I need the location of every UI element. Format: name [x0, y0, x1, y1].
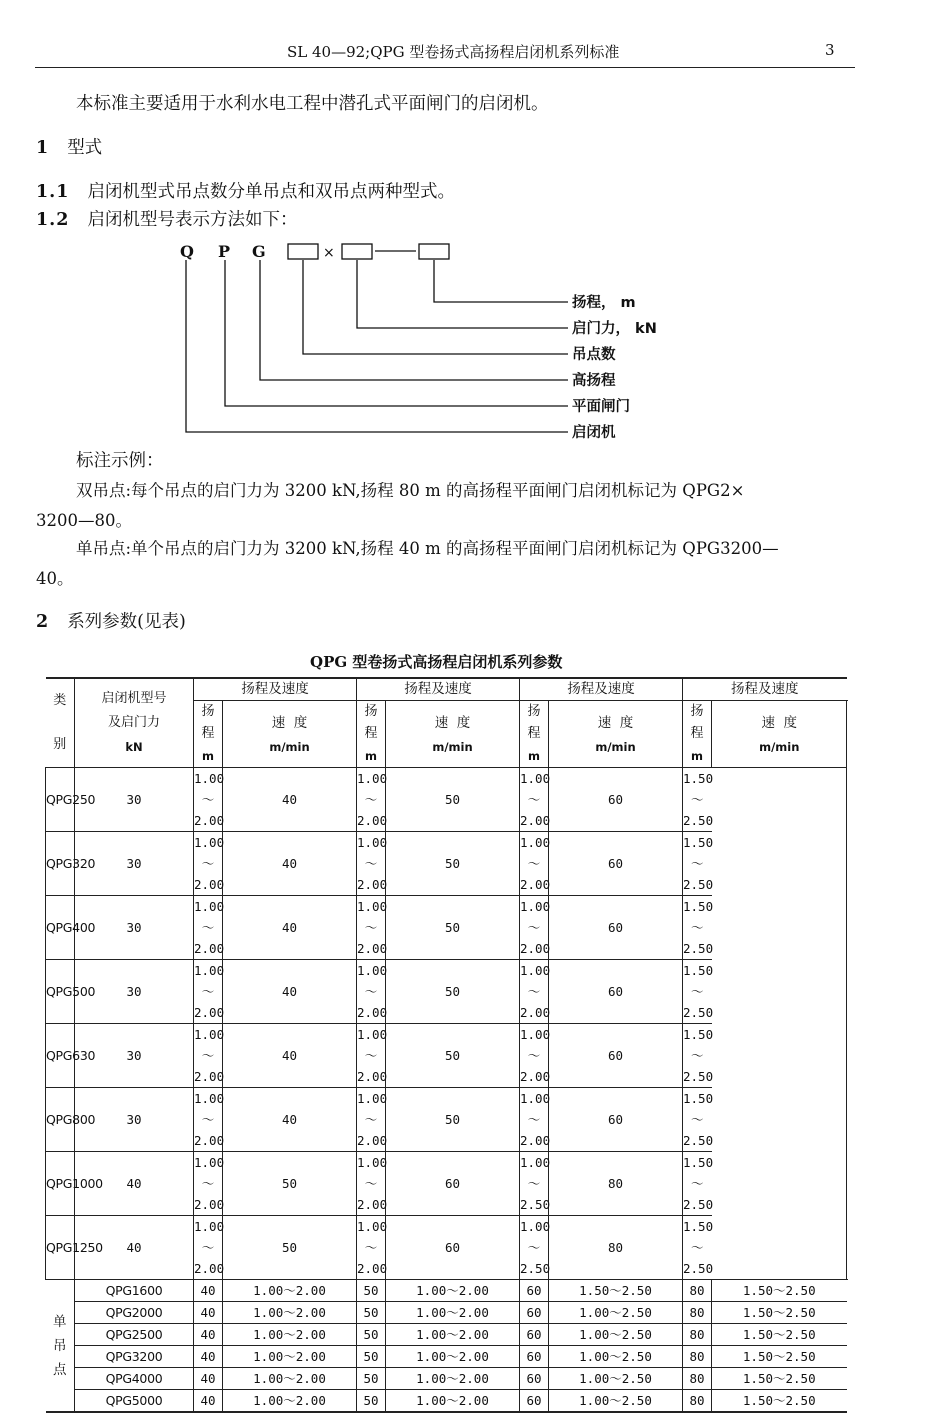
- label-lift-height: 扬程， m: [572, 295, 636, 311]
- example-heading: 标注示例：: [76, 451, 164, 471]
- table-row: [46, 832, 847, 896]
- label-hoist-points: 吊点数: [572, 347, 616, 363]
- group-header: 扬程及速度: [683, 678, 847, 701]
- speed-cell: 1.00～2.00: [194, 1088, 223, 1152]
- lift-cell: 50: [223, 1216, 357, 1280]
- lift-label-char: 程: [201, 726, 215, 741]
- lift-cell: 50: [386, 896, 520, 960]
- lift-cell: 30: [75, 1088, 194, 1152]
- example-double-line-1: 双吊点:每个吊点的启门力为 3200 kN,扬程 80 m 的高扬程平面闸门启闭机标记为 QPG2×: [76, 481, 745, 500]
- lift-cell: 30: [75, 960, 194, 1024]
- letter-g: G: [252, 242, 266, 261]
- section-number: 1: [36, 138, 50, 158]
- table-row: [46, 1152, 847, 1216]
- lift-cell: 80: [549, 1152, 683, 1216]
- model-cell: QPG4000: [75, 1368, 194, 1390]
- speed-cell: 1.50～2.50: [712, 1302, 847, 1324]
- lift-cell: 60: [386, 1216, 520, 1280]
- speed-cell: 1.00～2.00: [520, 768, 549, 832]
- model-cell: QPG1250: [46, 1216, 75, 1280]
- leader-lifting-force: [357, 260, 568, 328]
- col-model-header: [75, 678, 194, 768]
- speed-cell: 1.00～2.00: [520, 960, 549, 1024]
- lift-cell: 80: [683, 1280, 712, 1302]
- group-header: 扬程及速度: [520, 678, 683, 701]
- lift-cell: 60: [520, 1390, 549, 1413]
- lift-subheader: [683, 701, 712, 768]
- lift-cell: 80: [683, 1324, 712, 1346]
- box-lift-height: [419, 244, 449, 259]
- category-cell: [46, 1280, 75, 1413]
- clause-text: 启闭机型式吊点数分单吊点和双吊点两种型式。: [87, 182, 455, 202]
- lift-cell: 60: [549, 960, 683, 1024]
- speed-subheader: [712, 701, 847, 768]
- speed-cell: 1.00～2.00: [520, 896, 549, 960]
- lift-cell: 60: [549, 1024, 683, 1088]
- clause-number: 1.2: [36, 210, 70, 230]
- speed-cell: 1.00～2.00: [520, 832, 549, 896]
- running-header-title: SL 40—92;QPG 型卷扬式高扬程启闭机系列标准: [287, 43, 620, 61]
- model-cell: QPG800: [46, 1088, 75, 1152]
- lift-cell: 50: [223, 1152, 357, 1216]
- speed-cell: 1.00～2.00: [194, 1024, 223, 1088]
- speed-cell: 1.50～2.50: [683, 896, 712, 960]
- model-cell: QPG400: [46, 896, 75, 960]
- category-char: 吊: [53, 1337, 67, 1354]
- speed-cell: 1.00～2.00: [194, 1152, 223, 1216]
- speed-cell: 1.00～2.50: [549, 1390, 683, 1413]
- lift-label-char: 扬: [527, 704, 541, 719]
- speed-cell: 1.50～2.50: [712, 1324, 847, 1346]
- speed-cell: 1.00～2.00: [194, 960, 223, 1024]
- col-model-line: 启闭机型号: [101, 691, 167, 706]
- speed-cell: 1.00～2.50: [520, 1216, 549, 1280]
- label-lifting-force: 启门力， kN: [572, 321, 657, 337]
- lift-cell: 80: [683, 1302, 712, 1324]
- speed-cell: 1.50～2.50: [549, 1280, 683, 1302]
- col-category-header: [46, 678, 75, 768]
- category-char: 单: [53, 1313, 67, 1330]
- table-caption: QPG 型卷扬式高扬程启闭机系列参数: [310, 653, 563, 671]
- col-model-line: 及启门力: [107, 715, 160, 730]
- table-row: [46, 768, 847, 832]
- lift-cell: 60: [520, 1302, 549, 1324]
- lift-label-char: 扬: [364, 704, 378, 719]
- speed-cell: 1.00～2.00: [386, 1302, 520, 1324]
- lift-cell: 30: [75, 768, 194, 832]
- lift-unit: m: [365, 749, 377, 763]
- lift-cell: 50: [357, 1324, 386, 1346]
- box-lifting-force: [342, 244, 372, 259]
- lift-cell: 40: [223, 896, 357, 960]
- speed-cell: 1.50～2.50: [683, 1216, 712, 1280]
- lift-cell: 40: [194, 1346, 223, 1368]
- speed-unit: m/min: [595, 740, 636, 754]
- example-single-line-1: 单吊点:单个吊点的启门力为 3200 kN,扬程 40 m 的高扬程平面闸门启闭机标记为 QPG3200—: [76, 539, 779, 558]
- lift-cell: 40: [194, 1324, 223, 1346]
- lift-label-char: 程: [690, 726, 704, 741]
- lift-cell: 50: [386, 768, 520, 832]
- lift-label-char: 程: [527, 726, 541, 741]
- speed-label: 速 度: [271, 715, 308, 731]
- speed-cell: 1.50～2.50: [683, 832, 712, 896]
- model-cell: QPG250: [46, 768, 75, 832]
- speed-label: 速 度: [434, 715, 471, 731]
- leader-lift-height: [434, 260, 568, 302]
- lift-cell: 30: [75, 1024, 194, 1088]
- speed-cell: 1.00～2.00: [386, 1368, 520, 1390]
- lift-cell: 50: [357, 1302, 386, 1324]
- speed-cell: 1.00～2.00: [223, 1346, 357, 1368]
- speed-cell: 1.50～2.50: [683, 1152, 712, 1216]
- speed-label: 速 度: [761, 715, 798, 731]
- speed-cell: 1.00～2.00: [357, 896, 386, 960]
- speed-unit: m/min: [432, 740, 473, 754]
- header-rule: [35, 67, 855, 68]
- speed-cell: 1.50～2.50: [712, 1346, 847, 1368]
- table-row: [46, 1280, 847, 1302]
- lift-cell: 60: [520, 1368, 549, 1390]
- lift-cell: 50: [357, 1346, 386, 1368]
- leader-plane-gate: [225, 260, 568, 406]
- lift-cell: 40: [75, 1216, 194, 1280]
- times-sign: ×: [323, 245, 335, 261]
- lift-label-char: 扬: [201, 704, 215, 719]
- category-char: 点: [53, 1361, 67, 1378]
- lift-subheader: [520, 701, 549, 768]
- speed-subheader: [549, 701, 683, 768]
- speed-cell: 1.50～2.50: [683, 960, 712, 1024]
- letter-p: P: [218, 242, 231, 261]
- speed-cell: 1.00～2.00: [223, 1390, 357, 1413]
- speed-cell: 1.00～2.50: [520, 1152, 549, 1216]
- lift-cell: 40: [223, 1088, 357, 1152]
- table-row: [46, 1390, 847, 1413]
- model-cell: QPG500: [46, 960, 75, 1024]
- clause-1-1: [36, 178, 455, 203]
- speed-cell: 1.00～2.00: [520, 1088, 549, 1152]
- speed-cell: 1.00～2.00: [223, 1280, 357, 1302]
- label-hoist: 启闭机: [572, 425, 616, 441]
- speed-cell: 1.00～2.00: [223, 1324, 357, 1346]
- lift-cell: 80: [549, 1216, 683, 1280]
- speed-cell: 1.00～2.00: [520, 1024, 549, 1088]
- speed-cell: 1.00～2.00: [357, 1024, 386, 1088]
- lift-cell: 60: [520, 1280, 549, 1302]
- leader-hoist-points: [303, 260, 568, 354]
- lift-cell: 40: [223, 832, 357, 896]
- lift-cell: 40: [75, 1152, 194, 1216]
- speed-cell: 1.00～2.00: [357, 768, 386, 832]
- section-title: 系列参数(见表): [67, 612, 186, 632]
- label-high-lift: 高扬程: [572, 373, 616, 389]
- table-row: [46, 1088, 847, 1152]
- lift-label-char: 程: [364, 726, 378, 741]
- speed-cell: 1.00～2.00: [357, 1088, 386, 1152]
- section-title: 型式: [67, 138, 103, 158]
- box-hoist-points: [288, 244, 318, 259]
- section-2-heading: [36, 608, 186, 633]
- model-cell: QPG5000: [75, 1390, 194, 1413]
- lift-cell: 50: [357, 1390, 386, 1413]
- lift-cell: 60: [549, 832, 683, 896]
- speed-cell: 1.50～2.50: [683, 768, 712, 832]
- parameters-table: [45, 677, 847, 1413]
- speed-cell: 1.50～2.50: [712, 1390, 847, 1413]
- clause-text: 启闭机型号表示方法如下：: [87, 210, 298, 230]
- clause-1-2: [36, 206, 297, 231]
- col-model-unit: kN: [125, 740, 143, 754]
- clause-number: 1.1: [36, 182, 70, 202]
- lift-cell: 40: [194, 1280, 223, 1302]
- speed-cell: 1.50～2.50: [683, 1088, 712, 1152]
- lift-cell: 80: [683, 1346, 712, 1368]
- table-row: [46, 1324, 847, 1346]
- lift-cell: 50: [386, 1024, 520, 1088]
- lift-cell: 40: [194, 1390, 223, 1413]
- letter-q: Q: [180, 242, 194, 261]
- lift-cell: 80: [683, 1368, 712, 1390]
- lift-unit: m: [691, 749, 703, 763]
- col-category-line: 类: [53, 693, 67, 708]
- lift-cell: 40: [223, 960, 357, 1024]
- lift-cell: 60: [549, 768, 683, 832]
- lift-cell: 50: [386, 960, 520, 1024]
- lift-cell: 60: [549, 1088, 683, 1152]
- lift-unit: m: [202, 749, 214, 763]
- lift-cell: 40: [223, 1024, 357, 1088]
- model-cell: QPG1000: [46, 1152, 75, 1216]
- lift-cell: 40: [194, 1302, 223, 1324]
- model-cell: QPG3200: [75, 1346, 194, 1368]
- lift-cell: 80: [683, 1390, 712, 1413]
- speed-subheader: [386, 701, 520, 768]
- lift-cell: 60: [549, 896, 683, 960]
- table-row: [46, 1302, 847, 1324]
- example-single-line-2: 40。: [36, 569, 74, 588]
- speed-cell: 1.00～2.00: [194, 1216, 223, 1280]
- lift-cell: 40: [194, 1368, 223, 1390]
- speed-subheader: [223, 701, 357, 768]
- group-header: 扬程及速度: [194, 678, 357, 701]
- speed-cell: 1.00～2.00: [357, 832, 386, 896]
- lift-cell: 30: [75, 896, 194, 960]
- model-cell: QPG320: [46, 832, 75, 896]
- speed-unit: m/min: [269, 740, 310, 754]
- table-row: [46, 1346, 847, 1368]
- model-cell: QPG630: [46, 1024, 75, 1088]
- lift-subheader: [357, 701, 386, 768]
- table-row: [46, 1024, 847, 1088]
- page-number: 3: [825, 41, 835, 59]
- lift-label-char: 扬: [690, 704, 704, 719]
- speed-cell: 1.00～2.50: [549, 1368, 683, 1390]
- table-header-row: [46, 678, 847, 701]
- model-cell: QPG2500: [75, 1324, 194, 1346]
- speed-cell: 1.00～2.00: [194, 768, 223, 832]
- lift-cell: 50: [357, 1280, 386, 1302]
- table-row: [46, 896, 847, 960]
- table-row: [46, 1368, 847, 1390]
- speed-cell: 1.50～2.50: [712, 1368, 847, 1390]
- speed-cell: 1.00～2.00: [223, 1368, 357, 1390]
- speed-cell: 1.00～2.50: [549, 1302, 683, 1324]
- lift-cell: 40: [223, 768, 357, 832]
- speed-cell: 1.00～2.00: [386, 1280, 520, 1302]
- lift-cell: 30: [75, 832, 194, 896]
- section-1-heading: [36, 134, 102, 159]
- speed-cell: 1.00～2.00: [194, 832, 223, 896]
- speed-cell: 1.00～2.00: [386, 1390, 520, 1413]
- speed-cell: 1.00～2.50: [549, 1324, 683, 1346]
- speed-cell: 1.00～2.00: [357, 1152, 386, 1216]
- speed-cell: 1.00～2.00: [386, 1324, 520, 1346]
- lift-cell: 50: [357, 1368, 386, 1390]
- speed-cell: 1.00～2.50: [549, 1346, 683, 1368]
- speed-cell: 1.00～2.00: [223, 1302, 357, 1324]
- speed-cell: 1.00～2.00: [194, 896, 223, 960]
- lift-cell: 60: [386, 1152, 520, 1216]
- label-plane-gate: 平面闸门: [572, 399, 630, 415]
- table-row: [46, 960, 847, 1024]
- col-category-line: 别: [53, 737, 67, 752]
- speed-cell: 1.00～2.00: [386, 1346, 520, 1368]
- model-code-diagram: [170, 238, 690, 448]
- table-row: [46, 1216, 847, 1280]
- lift-subheader: [194, 701, 223, 768]
- leader-high-lift: [260, 260, 568, 380]
- speed-label: 速 度: [597, 715, 634, 731]
- lift-cell: 50: [386, 832, 520, 896]
- lift-cell: 60: [520, 1346, 549, 1368]
- speed-cell: 1.50～2.50: [683, 1024, 712, 1088]
- speed-cell: 1.50～2.50: [712, 1280, 847, 1302]
- group-header: 扬程及速度: [357, 678, 520, 701]
- example-double-line-2: 3200—80。: [36, 511, 132, 530]
- speed-unit: m/min: [759, 740, 800, 754]
- lift-unit: m: [528, 749, 540, 763]
- model-cell: QPG1600: [75, 1280, 194, 1302]
- section-number: 2: [36, 612, 50, 632]
- lift-cell: 60: [520, 1324, 549, 1346]
- speed-cell: 1.00～2.00: [357, 960, 386, 1024]
- lift-cell: 50: [386, 1088, 520, 1152]
- intro-paragraph: 本标准主要适用于水利水电工程中潜孔式平面闸门的启闭机。: [76, 94, 549, 114]
- model-cell: QPG2000: [75, 1302, 194, 1324]
- speed-cell: 1.00～2.00: [357, 1216, 386, 1280]
